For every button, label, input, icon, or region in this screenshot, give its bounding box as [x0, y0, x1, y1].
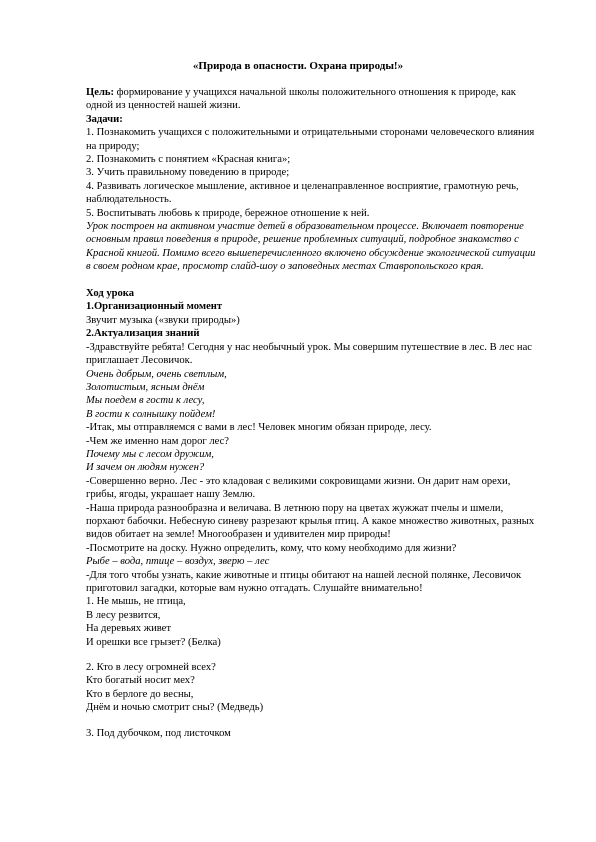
- dialogue-line: -Совершенно верно. Лес - это кладовая с великими сокровищами жизни. Он дарит нам орехи, грибы, ягоды, украшает нашу Землю.: [86, 475, 511, 501]
- task-item: 4. Развивать логическое мышление, активное и целенаправленное восприятие, грамотную речь, наблюдательность.: [86, 180, 519, 206]
- goal-label: Цель:: [86, 87, 115, 98]
- section-heading: 1.Организационный момент: [86, 301, 223, 313]
- riddle-line: Днём и ночью смотрит сны? (Медведь): [86, 702, 264, 714]
- section-text: Звучит музыка («звуки природы»): [86, 314, 240, 326]
- riddle-line: И орешки все грызет? (Белка): [86, 636, 221, 648]
- task-item: 1. Познакомить учащихся с положительными и отрицательными сторонами человеческого влияния на природу;: [86, 127, 535, 152]
- dialogue-line: Золотистым, ясным днём: [86, 381, 205, 393]
- riddle-line: 1. Не мышь, не птица,: [86, 596, 186, 608]
- dialogue-line: И зачем он людям нужен?: [86, 462, 205, 474]
- riddle-line: Кто богатый носит мех?: [86, 675, 195, 687]
- dialogue-lines: [86, 341, 536, 596]
- goal-text: формирование у учащихся начальной школы положительного отношения к природе, как одной из ценностей нашей жизни.: [86, 87, 516, 112]
- dialogue-line: -Итак, мы отправляемся с вами в лес! Человек многим обязан природе, лесу.: [86, 422, 432, 434]
- dialogue-line: В гости к солнышку пойдем!: [86, 408, 216, 420]
- dialogue-line: -Для того чтобы узнать, какие животные и птицы обитают на нашей лесной полянке, Лесовичок приготовил загадки, которые вам нужно отгадать. Слушайте внимательно!: [86, 569, 522, 595]
- document-body: [86, 86, 536, 740]
- dialogue-line: Рыбе – вода, птице – воздух, зверю – лес: [86, 556, 270, 568]
- dialogue-line: -Посмотрите на доску. Нужно определить, кому, что кому необходимо для жизни?: [86, 542, 457, 554]
- goal-paragraph: [86, 86, 536, 113]
- lesson-note: Урок построен на активном участие детей в образовательном процессе. Включает повторение основным правил поведения в природе, решение проблемных ситуаций, подробное знакомство с Красной книгой. Помимо всего вышеперечисленного включено обсуждение экологической ситуации в своем родном крае, просмотр слайд-шоу о заповедных местах Ставропольского края.: [86, 221, 536, 273]
- dialogue-line: Очень добрым, очень светлым,: [86, 368, 227, 380]
- dialogue-line: Мы поедем в гости к лесу,: [86, 395, 205, 407]
- spacer: [86, 649, 536, 661]
- spacer: [86, 274, 536, 287]
- riddle-line: 3. Под дубочком, под листочком: [86, 727, 231, 739]
- dialogue-line: Почему мы с лесом дружим,: [86, 448, 214, 460]
- riddle-line: Кто в берлоге до весны,: [86, 688, 194, 700]
- task-item: 3. Учить правильному поведению в природе;: [86, 167, 290, 179]
- task-item: 5. Воспитывать любовь к природе, бережное отношение к ней.: [86, 207, 370, 219]
- dialogue-line: -Здравствуйте ребята! Сегодня у нас необычный урок. Мы совершим путешествие в лес. В лес нас приглашает Лесовичок.: [86, 341, 532, 367]
- task-item: 2. Познакомить с понятием «Красная книга»;: [86, 154, 291, 166]
- riddle-line: 2. Кто в лесу огромней всех?: [86, 662, 216, 674]
- spacer: [86, 715, 536, 727]
- course-heading: Ход урока: [86, 288, 135, 300]
- dialogue-line: -Наша природа разнообразна и величава. В летнюю пору на цветах жужжат пчелы и шмели, порхают бабочки. Небесную синеву разрезают крылья птиц. А какое множество животных, разных видов обитает на земле! Многообразен и удивителен мир природы!: [86, 502, 535, 541]
- dialogue-line: -Чем же именно нам дорог лес?: [86, 435, 230, 447]
- riddle-line: На деревьях живет: [86, 623, 172, 635]
- tasks-heading: Задачи:: [86, 113, 123, 125]
- document-title: «Природа в опасности. Охрана природы!»: [192, 60, 404, 72]
- riddle-line: В лесу резвится,: [86, 609, 161, 621]
- section-heading: 2.Актуализация знаний: [86, 328, 200, 340]
